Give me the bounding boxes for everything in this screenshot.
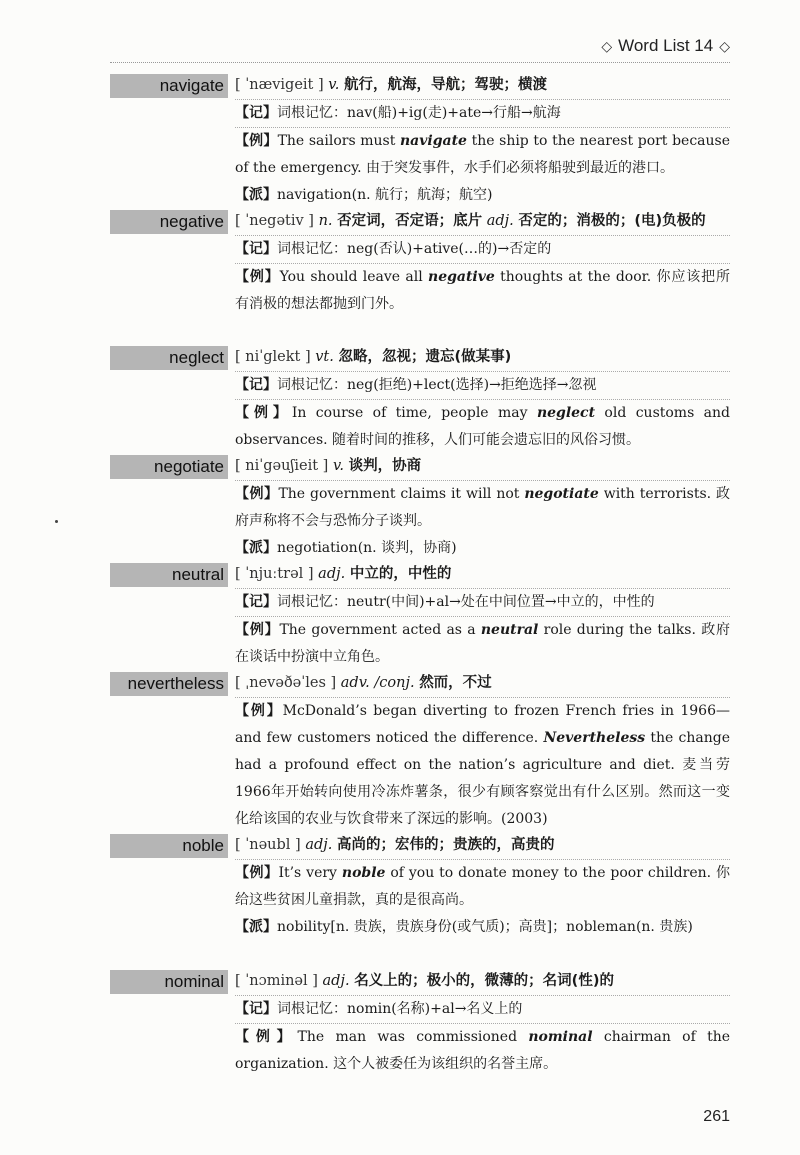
memo-line <box>235 100 730 128</box>
example-text: thoughts at the door. 你应该把所有消极的想法都抛到门外。 <box>235 269 731 312</box>
derivative-text: navigation(n. 航行；航海；航空) <box>277 187 493 203</box>
memo-line <box>235 996 730 1024</box>
entry-neglect <box>110 344 730 453</box>
example-line <box>235 128 730 182</box>
example-text: McDonald’s began diverting to frozen French fries in 1966—and few customers noticed the difference. <box>235 703 730 746</box>
derivative-line <box>235 182 730 209</box>
memo-text: 词根记忆：nav(船)+ig(走)+ate→行船→航海 <box>277 105 561 121</box>
example-text: The sailors must <box>277 133 400 149</box>
example-text: of you to donate money to the poor children. 你给这些贫困儿童捐款，真的是很高尚。 <box>235 865 730 908</box>
example-keyword: neutral <box>480 622 539 638</box>
example-text: with terrorists. 政府声称将不会与恐怖分子谈判。 <box>235 486 731 529</box>
definition: 然而，不过 <box>419 675 492 691</box>
phonetic: [ ˈnævigeit ] <box>235 77 324 93</box>
example-line <box>235 264 730 318</box>
example-text: In course of time, people may <box>291 405 537 421</box>
part-of-speech: v. <box>328 77 340 93</box>
diamond-icon: ◇ <box>719 37 730 54</box>
definition: 否定的；消极的；(电)负极的 <box>518 213 706 229</box>
example-keyword: Nevertheless <box>543 730 646 746</box>
example-line <box>235 1024 730 1078</box>
derivative-tag: 【派】 <box>235 187 277 203</box>
part-of-speech: adj. <box>318 566 346 582</box>
definition: 高尚的；宏伟的；贵族的，高贵的 <box>336 837 555 853</box>
memo-text: 词根记忆：neg(拒绝)+lect(选择)→拒绝选择→忽视 <box>277 377 597 393</box>
header-divider <box>110 62 730 63</box>
entry-noble <box>110 832 730 968</box>
memo-tag: 【记】 <box>235 594 277 610</box>
part-of-speech: v. <box>332 458 345 474</box>
example-text: It’s very <box>278 865 342 881</box>
example-text: the ship to the nearest port because of the emergency. 由于突发事件，水手们必须将船驶到最近的港口。 <box>235 133 730 176</box>
memo-text: 词根记忆：neutr(中间)+al→处在中间位置→中立的，中性的 <box>277 594 655 610</box>
example-keyword: navigate <box>400 133 467 149</box>
page-number: 261 <box>703 1108 730 1125</box>
entry-navigate <box>110 72 730 208</box>
example-text: You should leave all <box>279 269 429 285</box>
entry-negative <box>110 208 730 344</box>
example-line <box>235 481 730 535</box>
memo-line <box>235 589 730 617</box>
headword: nevertheless <box>110 672 228 696</box>
entry-nominal <box>110 968 730 1078</box>
entry-negotiate <box>110 453 730 561</box>
phonetic: [ ˌnevəðəˈles ] <box>235 675 337 691</box>
definition: 否定词，否定语；底片 <box>337 213 483 229</box>
phonetic: [ ˈnegətiv ] <box>235 213 314 229</box>
headword: negative <box>110 210 228 234</box>
part-of-speech: n. <box>318 213 333 229</box>
part-of-speech: adj. <box>486 213 514 229</box>
part-of-speech: adj. <box>305 837 333 853</box>
definition: 中立的，中性的 <box>349 566 452 582</box>
definition-line <box>235 670 730 698</box>
example-line <box>235 860 730 914</box>
definition-line <box>235 208 730 236</box>
memo-line <box>235 236 730 264</box>
example-line <box>235 698 730 833</box>
example-keyword: nominal <box>528 1029 593 1045</box>
phonetic: [ niˈgəuʃieit ] <box>235 458 329 474</box>
example-keyword: neglect <box>536 405 596 421</box>
example-text: The government claims it will not <box>278 486 525 502</box>
example-text: chairman of the organization. 这个人被委任为该组织的名誉主席。 <box>235 1029 730 1072</box>
stray-dot <box>55 520 58 523</box>
derivative-tag: 【派】 <box>235 919 277 935</box>
example-tag: 【例】 <box>235 269 280 285</box>
definition-line <box>235 344 730 372</box>
memo-line <box>235 372 730 400</box>
definition: 忽略，忽视；遗忘(做某事) <box>338 349 512 365</box>
memo-tag: 【记】 <box>235 377 277 393</box>
header-title: Word List 14 <box>618 36 714 55</box>
definition-line <box>235 72 730 100</box>
example-keyword: negotiate <box>524 486 599 502</box>
example-keyword: noble <box>341 865 386 881</box>
phonetic: [ ˈnəubl ] <box>235 837 301 853</box>
definition: 谈判，协商 <box>348 458 422 474</box>
diamond-icon: ◇ <box>601 37 613 54</box>
part-of-speech: adj. <box>322 973 350 989</box>
example-text: old customs and observances. 随着时间的推移，人们可能会遗忘旧的风俗习惯。 <box>235 405 730 448</box>
memo-text: 词根记忆：nomin(名称)+al→名义上的 <box>277 1001 523 1017</box>
headword: nominal <box>110 970 228 994</box>
example-tag: 【例】 <box>235 1029 298 1045</box>
example-text: The government acted as a <box>279 622 481 638</box>
example-tag: 【例】 <box>235 622 280 638</box>
entry-nevertheless <box>110 670 730 832</box>
phonetic: [ ˈnɔminəl ] <box>235 973 318 989</box>
headword: navigate <box>110 74 228 98</box>
part-of-speech: adv. /conj. <box>340 675 415 691</box>
example-tag: 【例】 <box>235 865 279 881</box>
headword: negotiate <box>110 455 228 479</box>
derivative-tag: 【派】 <box>235 540 277 556</box>
definition-line <box>235 561 730 589</box>
memo-text: 词根记忆：neg(否认)+ative(…的)→否定的 <box>277 241 552 257</box>
example-tag: 【例】 <box>235 405 292 421</box>
phonetic: [ ˈnjuːtrəl ] <box>235 566 314 582</box>
derivative-text: negotiation(n. 谈判，协商) <box>277 540 457 556</box>
memo-tag: 【记】 <box>235 1001 277 1017</box>
definition: 航行，航海，导航；驾驶；横渡 <box>343 77 547 93</box>
headword: neutral <box>110 563 228 587</box>
example-line <box>235 617 730 671</box>
example-tag: 【例】 <box>235 133 278 149</box>
definition-line <box>235 832 730 860</box>
part-of-speech: vt. <box>315 349 334 365</box>
entry-list <box>110 72 730 1078</box>
running-header <box>601 36 730 56</box>
phonetic: [ niˈglekt ] <box>235 349 311 365</box>
entry-neutral <box>110 561 730 670</box>
example-keyword: negative <box>428 269 495 285</box>
example-line <box>235 400 730 454</box>
headword: neglect <box>110 346 228 370</box>
example-tag: 【例】 <box>235 703 283 719</box>
example-text: The man was commissioned <box>297 1029 529 1045</box>
definition-line <box>235 453 730 481</box>
example-tag: 【例】 <box>235 486 279 502</box>
derivative-text: nobility[n. 贵族，贵族身份(或气质)；高贵]；nobleman(n. 贵族) <box>277 919 693 935</box>
memo-tag: 【记】 <box>235 105 277 121</box>
definition-line <box>235 968 730 996</box>
example-text: role during the talks. 政府在谈话中扮演中立角色。 <box>235 622 731 665</box>
headword: noble <box>110 834 228 858</box>
definition: 名义上的；极小的，微薄的；名词(性)的 <box>354 973 614 989</box>
memo-tag: 【记】 <box>235 241 277 257</box>
derivative-line <box>235 535 730 562</box>
example-text: the change had a profound effect on the nation’s agriculture and diet. 麦当劳1966年开始转向使用冷冻炸薯条，很少有顾客察觉出有什么区别。然而这一变化给该国的农业与饮食带来了深远的影响。(2003) <box>235 730 730 827</box>
derivative-line <box>235 914 730 941</box>
